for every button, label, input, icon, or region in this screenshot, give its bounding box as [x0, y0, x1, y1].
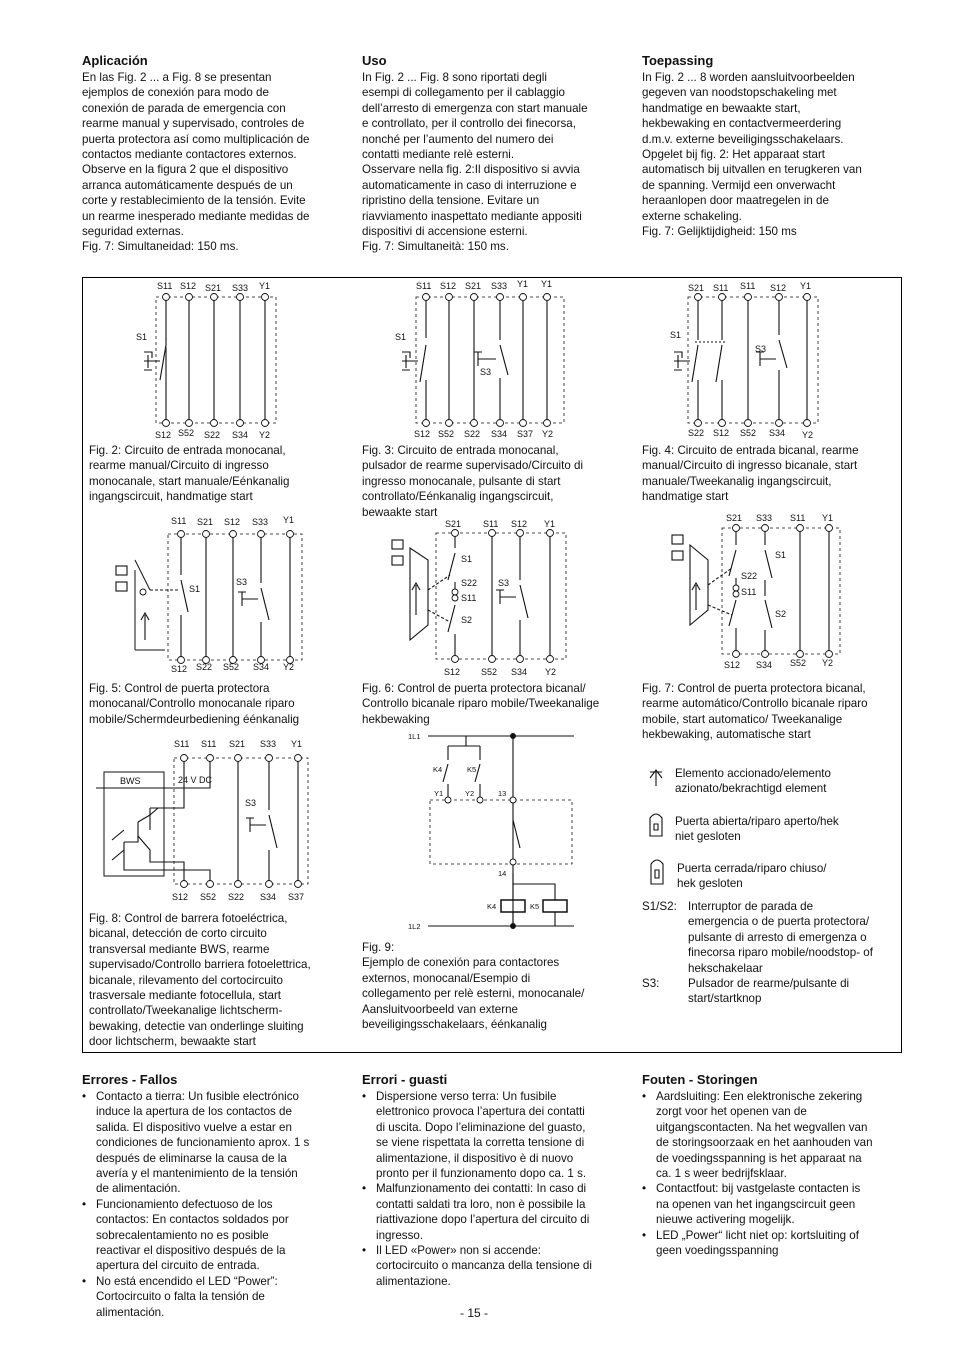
text-line: Aansluitvoorbeeld van externe	[362, 1002, 518, 1016]
text-line: • Contactfout: bij vastgelaste contacten is	[656, 1182, 861, 1196]
fig9-k4: K4	[433, 765, 443, 774]
text-line: mobile, start automatico/ Tweekanalige	[642, 712, 843, 726]
list-item	[82, 1274, 347, 1320]
list-item	[642, 1228, 904, 1259]
fig6-bot-1: S52	[481, 667, 498, 677]
list-item	[362, 1243, 632, 1289]
fig4-caption	[642, 443, 904, 505]
text-line: mobile/Schermdeurbediening éénkanalig	[89, 712, 300, 726]
legend-def-s1s2	[642, 899, 900, 976]
fig5-bot-1: S22	[196, 662, 213, 672]
fig3-top-4: Y1	[517, 279, 529, 289]
text-line: Fig. 5: Control de puerta protectora	[89, 682, 270, 695]
fig7-top-2: S11	[790, 513, 806, 523]
text-line: Cortocircuito o falta la tensión de	[96, 1290, 265, 1304]
text-line: ripristino della tensione. Evitare un	[362, 194, 540, 208]
fig9-y2: Y2	[465, 789, 475, 798]
text-line: ingangscircuit, handmatige start	[89, 490, 253, 504]
fig4-top-3: S12	[770, 283, 787, 293]
intro-nl-heading: Toepassing	[642, 53, 714, 68]
fig5-diagram	[116, 531, 302, 664]
fig5-caption	[89, 681, 359, 727]
text-line: rearme manual/Circuito di ingresso	[89, 459, 269, 473]
fig3-s3: S3	[480, 367, 492, 377]
fig5-top-4: Y1	[283, 515, 295, 525]
fig8-bot-0: S12	[172, 892, 189, 902]
fig7-bot-3: Y2	[822, 658, 834, 668]
text-line: se viene rispettata la corretta tensione di	[376, 1136, 585, 1150]
fig4-s3: S3	[755, 344, 767, 354]
text-line: de spanning. Vermijd een onverwacht	[642, 178, 836, 192]
text-line: hekbewaking, automatische start	[642, 728, 811, 742]
fig2-bot-2: S22	[204, 430, 221, 440]
fig8-top-0: S11	[174, 739, 190, 749]
fig5-bot-2: S52	[223, 662, 240, 672]
text-line: • Dispersione verso terra: Un fusibile	[376, 1090, 557, 1103]
fig5-top-2: S12	[224, 517, 241, 527]
fig7-top-3: Y1	[822, 513, 834, 523]
fig5-bot-0: S12	[171, 664, 188, 674]
fig7-s22: S22	[741, 571, 758, 581]
errors-nl	[642, 1072, 904, 1258]
legend-def-s3-key: S3:	[642, 977, 660, 991]
errors-es-list	[82, 1089, 347, 1320]
text-line: dell’arresto di emergenza con start manuale	[362, 101, 588, 115]
fig7-labels	[724, 513, 833, 670]
legend-def-s1s2-text	[688, 899, 873, 976]
text-line: ingresso monocanale, pulsante di start	[362, 474, 561, 488]
text-line: seguridad externas.	[82, 225, 184, 239]
fig4-top-1: S11	[713, 283, 729, 293]
fig7-s11: S11	[741, 587, 757, 597]
text-line: Fig. 8: Control de barrera fotoeléctrica,	[89, 912, 288, 925]
text-line: ejemplos de conexión para modo de	[82, 86, 269, 100]
fig8-s3: S3	[245, 798, 257, 808]
fig3-s1: S1	[395, 332, 407, 342]
text-line: In Fig. 2 ... 8 worden aansluitvoorbeelden	[642, 71, 855, 84]
text-line: contatti mediante relè esterni.	[362, 148, 515, 162]
fig4-bot-4: Y2	[802, 430, 814, 440]
fig7-bot-1: S34	[756, 660, 773, 670]
text-line: Fig. 7: Simultaneità: 150 ms.	[362, 240, 509, 254]
text-line: hekbewaking	[362, 712, 430, 726]
text-line: door lichtscherm, bewaakte start	[89, 1035, 256, 1049]
fig2-top-1: S12	[180, 281, 197, 291]
text-line: En las Fig. 2 ... a Fig. 8 se presentan	[82, 71, 272, 84]
text-line: hek gesloten	[677, 877, 743, 891]
fig6-s11: S11	[461, 593, 477, 603]
fig8-bot-3: S34	[260, 892, 277, 902]
fig8-top-4: Y1	[291, 739, 303, 749]
text-line: riavviamento inaspettato mediante appositi	[362, 209, 582, 223]
text-line: di uscita. Dopo l’eliminazione del guasto,	[376, 1120, 586, 1134]
errors-nl-heading: Fouten - Storingen	[642, 1072, 758, 1087]
fig6-diagram	[392, 530, 566, 663]
fig9-y1: Y1	[434, 789, 444, 798]
text-line: ingresso.	[376, 1228, 424, 1242]
text-line: In Fig. 2 ... Fig. 8 sono riportati degli	[362, 71, 547, 84]
fig9-13: 13	[498, 789, 507, 798]
fig6-bot-3: Y2	[545, 667, 557, 677]
text-line: Fig. 9:	[362, 941, 395, 954]
text-line: Fig. 3: Circuito de entrada monocanal,	[362, 444, 559, 457]
fig3-top-5: Y1	[541, 279, 553, 289]
text-line: Fig. 2: Circuito de entrada monocanal,	[89, 444, 286, 457]
fig5-top-1: S21	[197, 517, 214, 527]
legend-open	[675, 814, 900, 845]
text-line: supervisado/Controllo barriera fotoelettrica,	[89, 958, 311, 972]
text-line: azionato/bekrachtigd element	[675, 782, 827, 796]
text-line: cortocircuito o mancanza della tensione di	[376, 1259, 592, 1273]
fig8-bws: BWS	[120, 776, 141, 786]
list-item	[82, 1089, 347, 1197]
intro-it-heading: Uso	[362, 53, 387, 68]
legend-actuated	[675, 766, 900, 797]
text-line: alimentazione.	[376, 1274, 451, 1288]
legend-def-s1s2-key: S1/S2:	[642, 900, 677, 913]
text-line: bicanal, detección de corto circuito	[89, 927, 267, 941]
fig3-top-0: S11	[416, 281, 432, 291]
text-line: manual/Circuito di ingresso bicanale, start	[642, 459, 858, 473]
text-line: handmatige start	[642, 490, 729, 504]
text-line: • No está encendido el LED “Power”:	[96, 1274, 278, 1288]
text-line: alimentazione, il dispositivo è di nuovo	[376, 1151, 574, 1165]
text-line: Fig. 7: Gelijktijdigheid: 150 ms	[642, 225, 797, 239]
text-line: monocanale, start manuale/Eénkanalig	[89, 474, 290, 488]
fig2-s1: S1	[136, 332, 148, 342]
fig3-diagram	[402, 294, 564, 427]
fig9-14: 14	[498, 869, 507, 878]
fig2-caption	[89, 443, 359, 505]
errors-it	[362, 1072, 632, 1289]
fig6-s2: S2	[461, 615, 473, 625]
text-line: un rearme inesperado mediante medidas de	[82, 209, 310, 223]
fig6-bot-2: S34	[511, 667, 528, 677]
text-line: riattivazione dopo l’apertura del circuito di	[376, 1213, 590, 1227]
fig7-s2: S2	[775, 609, 787, 619]
text-line: automatisch bij uitvallen en terugkeren van	[642, 163, 862, 177]
fig4-bot-1: S12	[713, 428, 730, 438]
text-line: corte y restablecimiento de la tensión. Evite	[82, 194, 306, 208]
fig2-bot-0: S12	[155, 430, 172, 440]
legend-def-s3-text	[688, 976, 849, 1007]
fig8-top-1: S11	[201, 739, 217, 749]
errors-it-heading: Errori - guasti	[362, 1072, 448, 1087]
fig5-bot-3: S34	[253, 662, 270, 672]
fig4-diagram	[674, 294, 818, 427]
fig9-k4b: K4	[487, 902, 497, 911]
text-line: controllato/Eénkanalig ingangscircuit,	[362, 490, 554, 504]
fig8-bot-2: S22	[228, 892, 245, 902]
text-line: • Aardsluiting: Een elektronische zekering	[656, 1090, 863, 1103]
list-item	[362, 1181, 632, 1243]
fig4-bot-3: S34	[769, 428, 786, 438]
errors-es-heading: Errores - Fallos	[82, 1072, 178, 1087]
fig9-l2: 1L2	[408, 922, 421, 931]
fig3-bot-5: Y2	[542, 429, 554, 439]
fig5-bot-4: Y2	[283, 662, 295, 672]
legend-definitions	[642, 899, 900, 1007]
text-line: esempi di collegamento per il cablaggio	[362, 86, 566, 100]
fig4-s1: S1	[670, 330, 682, 340]
fig2-top-0: S11	[157, 281, 173, 291]
fig6-s22: S22	[461, 578, 478, 588]
text-line: beveiligingsschakelaars, éénkanalig	[362, 1018, 547, 1032]
text-line: condiciones de funcionamiento aprox. 1 s	[96, 1136, 310, 1150]
text-line: contactos: En contactos soldados por	[96, 1213, 289, 1227]
fig8-bot-4: S37	[288, 892, 305, 902]
text-line: pulsante di arresto di emergenza o	[688, 930, 867, 944]
fig6-s1: S1	[461, 554, 473, 564]
text-line: Fig. 7: Control de puerta protectora bicanal,	[642, 682, 866, 695]
text-line: bewaakte start	[362, 505, 438, 519]
text-line: e controllato, per il controllo dei finecorsa,	[362, 117, 576, 131]
fig8-caption	[89, 911, 359, 1050]
text-line: rearme automático/Controllo bicanale riparo	[642, 697, 868, 711]
text-line: Controllo bicanale riparo mobile/Tweekanalige	[362, 697, 600, 711]
text-line: de alimentación.	[96, 1182, 181, 1196]
text-line: externe schakeling.	[642, 209, 742, 223]
fig5-top-0: S11	[171, 516, 187, 526]
fig4-top-2: S11	[740, 281, 756, 291]
text-line: reactivar el dispositivo después de la	[96, 1244, 286, 1258]
fig7-top-1: S33	[756, 513, 773, 523]
fig3-bot-0: S12	[414, 429, 431, 439]
fig7-top-0: S21	[726, 513, 743, 523]
fig4-top-0: S21	[688, 283, 705, 293]
fig3-top-3: S33	[491, 281, 508, 291]
text-line: después de eliminarse la causa de la	[96, 1151, 287, 1165]
page-number: - 15 -	[460, 1306, 489, 1320]
text-line: Opgelet bij fig. 2: Het apparaat start	[642, 148, 826, 162]
text-line: • Contacto a tierra: Un fusible electrónico	[96, 1090, 299, 1103]
fig6-caption	[362, 681, 637, 727]
text-line: contatti saldati tra loro, non è possibile la	[376, 1197, 586, 1211]
fig2-bot-1: S52	[178, 428, 195, 438]
text-line: nonché per l’aumento del numero dei	[362, 132, 554, 146]
text-line: salida. El dispositivo vuelve a estar en	[96, 1120, 292, 1134]
text-line: manuale/Tweekanalig ingangscircuit,	[642, 474, 832, 488]
fig9-l1: 1L1	[408, 732, 421, 741]
fig6-bot-0: S12	[444, 667, 461, 677]
fig6-s3: S3	[498, 578, 510, 588]
text-line: Fig. 4: Circuito de entrada bicanal, rearme	[642, 444, 859, 457]
text-line: • Malfunzionamento dei contatti: In caso di	[376, 1182, 587, 1196]
fig6-top-1: S11	[483, 519, 499, 529]
text-line: ca. 1 s weer bedrijfsklaar.	[656, 1167, 787, 1181]
fig3-top-2: S21	[465, 281, 482, 291]
text-line: puerta protectora así como multiplicación de	[82, 132, 310, 146]
text-line: Fig. 7: Simultaneidad: 150 ms.	[82, 240, 239, 254]
text-line: apertura del circuito de entrada.	[96, 1259, 260, 1273]
fig8-top-3: S33	[260, 739, 277, 749]
text-line: avería y el mantenimiento de la tensión	[96, 1167, 298, 1181]
text-line: heraanlopen door maatregelen in de	[642, 194, 829, 208]
text-line: controllato/Tweekanalige lichtscherm-	[89, 1004, 283, 1018]
fig3-bot-1: S52	[438, 429, 455, 439]
fig8-top-2: S21	[229, 739, 246, 749]
legend-def-s3	[642, 976, 900, 1007]
fig2-top-3: S33	[232, 283, 249, 293]
text-line: induce la apertura de los contactos de	[96, 1105, 292, 1119]
text-line: emergencia o de puerta protectora/	[688, 915, 870, 929]
list-item	[642, 1181, 904, 1227]
text-line: de voedingsspanning is het apparaat na	[656, 1151, 862, 1165]
fig7-bot-2: S52	[790, 658, 807, 668]
list-item	[362, 1089, 632, 1181]
fig9-diagram	[428, 734, 574, 929]
text-line: zorgt voor het openen van de	[656, 1105, 807, 1119]
fig3-caption	[362, 443, 637, 520]
fig4-top-4: Y1	[800, 281, 812, 291]
text-line: monocanal/Controllo monocanale riparo	[89, 697, 295, 711]
fig3-bot-2: S22	[464, 429, 481, 439]
text-line: Observe en la figura 2 que el dispositivo	[82, 163, 289, 177]
fig5-s3: S3	[236, 577, 248, 587]
fig4-bot-0: S22	[688, 428, 705, 438]
fig6-top-3: Y1	[544, 519, 556, 529]
text-line: start/startknop	[688, 992, 762, 1006]
text-line: trasversale mediante fotocellula, start	[89, 989, 282, 1003]
text-line: externos, monocanal/Esempio di	[362, 971, 531, 985]
text-line: alimentación.	[96, 1305, 165, 1319]
text-line: contactos mediante contactores externos.	[82, 148, 297, 162]
fig4-labels	[670, 281, 813, 440]
fig5-s1: S1	[189, 584, 201, 594]
text-line: • Funcionamiento defectuoso de los	[96, 1197, 273, 1211]
fig9-labels	[408, 732, 539, 931]
text-line: pulsador de rearme supervisado/Circuito di	[362, 459, 584, 473]
text-line: bicanale, rilevamento del cortocircuito	[89, 973, 283, 987]
list-item	[642, 1089, 904, 1181]
fig6-top-0: S21	[445, 519, 462, 529]
fig3-bot-4: S37	[517, 429, 534, 439]
text-line: sobrecalentamiento no es posible	[96, 1228, 269, 1242]
fig9-k5b: K5	[530, 902, 540, 911]
text-line: collegamento per relè esterni, monocanale/	[362, 987, 585, 1001]
text-line: Elemento accionado/elemento	[675, 767, 831, 780]
text-line: bewaking, detectie van onderlinge sluiting	[89, 1019, 304, 1033]
text-line: handmatige en bewaakte start,	[642, 101, 801, 115]
fig2-bot-4: Y2	[259, 430, 271, 440]
text-line: • Il LED «Power» non si accende:	[376, 1244, 541, 1258]
text-line: arranca automáticamente después de un	[82, 178, 293, 192]
fig2-top-4: Y1	[259, 281, 271, 291]
text-line: transversal mediante BWS, rearme	[89, 942, 270, 956]
fig8-labels	[120, 739, 304, 902]
text-line: na openen van het ingangscircuit geen	[656, 1197, 856, 1211]
text-line: elettronico provoca l’apertura dei contatti	[376, 1105, 585, 1119]
text-line: de storingsoorzaak en het aanhouden van	[656, 1136, 873, 1150]
text-line: d.m.v. externe beveiligingsschakelaars.	[642, 132, 844, 146]
text-line: geen voedingsspanning	[656, 1244, 779, 1258]
fig7-s1: S1	[775, 550, 787, 560]
fig8-voltage: 24 V DC	[178, 775, 213, 785]
legend-closed	[677, 861, 902, 892]
text-line: nieuwe activering mogelijk.	[656, 1213, 795, 1227]
text-line: pronto per il funzionamento dopo ca. 1 s.	[376, 1167, 587, 1181]
list-item	[82, 1197, 347, 1274]
text-line: rearme manual y supervisado, controles de	[82, 117, 305, 131]
intro-es-heading: Aplicación	[82, 53, 148, 68]
fig9-k5: K5	[467, 765, 477, 774]
fig7-caption	[642, 681, 904, 743]
errors-es	[82, 1072, 347, 1320]
text-line: Puerta cerrada/riparo chiuso/	[677, 862, 827, 875]
fig5-top-3: S33	[252, 517, 269, 527]
text-line: Puerta abierta/riparo aperto/hek	[675, 815, 839, 828]
text-line: hekbewaking en contactvermeerdering	[642, 117, 842, 131]
text-line: • LED „Power“ licht niet op: kortsluiting of	[656, 1228, 859, 1242]
fig2-diagram	[144, 294, 276, 427]
text-line: niet gesloten	[675, 830, 741, 844]
text-line: Osservare nella fig. 2:Il dispositivo si avvia	[362, 163, 580, 177]
text-line: Ejemplo de conexión para contactores	[362, 956, 560, 970]
text-line: finecorsa riparo mobile/noodstop- of	[688, 946, 873, 960]
text-line: conexión de parada de emergencia con	[82, 101, 286, 115]
text-line: uitgangscontacten. Na het wegvallen van	[656, 1120, 868, 1134]
fig8-bot-1: S52	[200, 892, 217, 902]
fig2-bot-3: S34	[232, 430, 249, 440]
errors-it-list	[362, 1089, 632, 1289]
fig9-caption	[362, 940, 637, 1032]
text-line: Pulsador de rearme/pulsante di	[688, 977, 850, 991]
fig3-top-1: S12	[440, 281, 457, 291]
errors-nl-list	[642, 1089, 904, 1258]
text-line: gegeven van noodstopschakeling met	[642, 86, 837, 100]
fig4-bot-2: S52	[740, 428, 757, 438]
fig3-bot-3: S34	[491, 429, 508, 439]
fig7-bot-0: S12	[724, 660, 741, 670]
fig2-top-2: S21	[205, 283, 222, 293]
text-line: hekschakelaar	[688, 961, 763, 975]
text-line: Interruptor de parada de	[688, 900, 814, 913]
fig6-top-2: S12	[511, 519, 528, 529]
legend-icons	[650, 770, 663, 884]
text-line: dispositivi di accensione esterni.	[362, 225, 528, 239]
text-line: Fig. 6: Control de puerta protectora bicanal/	[362, 682, 586, 695]
text-line: automaticamente in caso di interruzione e	[362, 178, 577, 192]
